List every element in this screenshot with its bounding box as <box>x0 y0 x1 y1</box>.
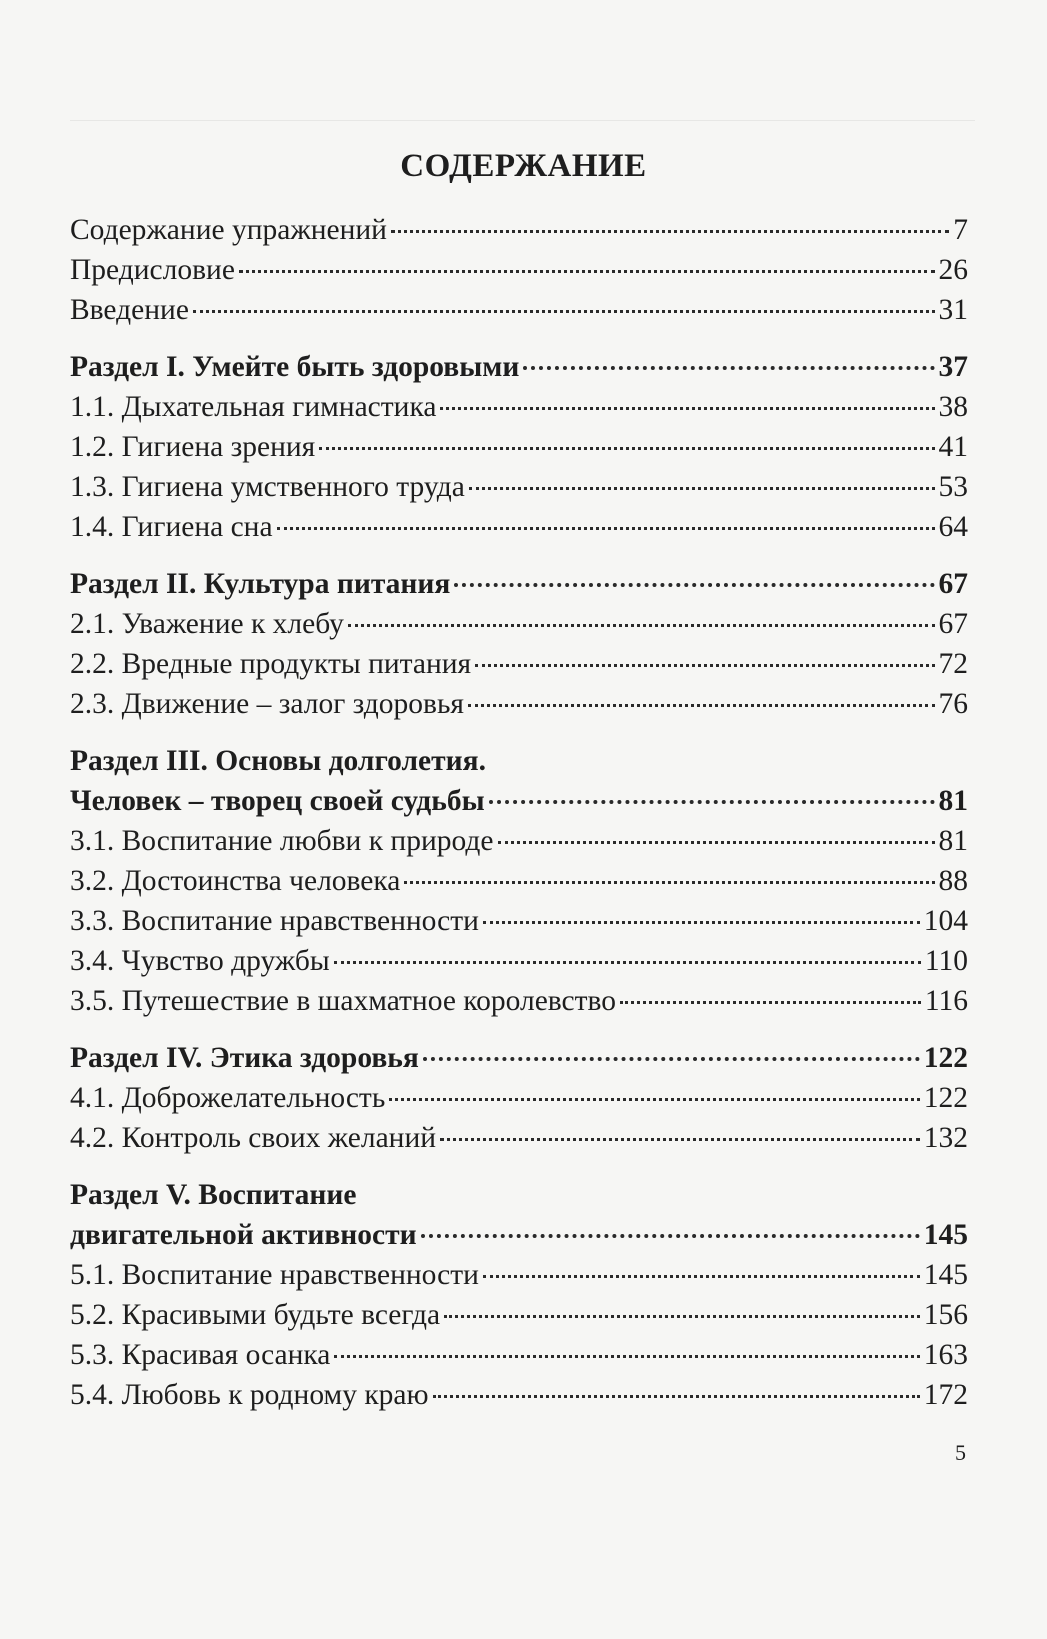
toc-entry-page: 37 <box>938 351 968 383</box>
toc-entry-page: 26 <box>938 254 968 286</box>
toc-entry-page: 122 <box>923 1082 968 1114</box>
dot-leader <box>440 1138 920 1141</box>
toc-title: СОДЕРЖАНИЕ <box>400 148 647 184</box>
toc-entry-page: 72 <box>938 648 968 680</box>
toc-entry-label: 5.1. Воспитание нравственности <box>70 1259 479 1291</box>
toc-entry <box>70 821 968 861</box>
page-number: 5 <box>955 1440 966 1465</box>
toc-section-heading <box>70 1175 968 1215</box>
toc-entry-label: 5.4. Любовь к родному краю <box>70 1379 429 1411</box>
dot-leader <box>469 487 935 490</box>
dot-leader <box>334 961 921 964</box>
dot-leader <box>498 841 935 844</box>
dot-leader <box>391 230 949 233</box>
toc-entry <box>70 981 968 1021</box>
toc-section-heading <box>70 741 968 781</box>
toc-entry-label: Человек – творец своей судьбы <box>70 785 485 817</box>
toc-entry <box>70 1295 968 1335</box>
table-of-contents <box>70 210 968 1415</box>
toc-section-heading <box>70 564 968 604</box>
toc-entry-label: 3.5. Путешествие в шахматное королевство <box>70 985 617 1017</box>
dot-leader <box>483 1275 920 1278</box>
dot-leader <box>483 921 920 924</box>
toc-entry-page: 67 <box>938 568 968 600</box>
toc-entry-label: 2.2. Вредные продукты питания <box>70 648 472 680</box>
dot-leader <box>523 366 934 370</box>
toc-entry-label: Предисловие <box>70 254 235 286</box>
toc-entry-page: 132 <box>923 1122 968 1154</box>
dot-leader <box>423 1057 920 1061</box>
toc-section-heading <box>70 1038 968 1078</box>
toc-entry <box>70 507 968 547</box>
toc-entry-page: 88 <box>938 865 968 897</box>
dot-leader <box>277 527 935 530</box>
toc-entry-label: 2.1. Уважение к хлебу <box>70 608 344 640</box>
toc-entry-label: 4.1. Доброжелательность <box>70 1082 386 1114</box>
dot-leader <box>319 447 934 450</box>
toc-entry-label: 5.2. Красивыми будьте всегда <box>70 1299 441 1331</box>
dot-leader <box>475 664 934 667</box>
toc-entry-page: 156 <box>923 1299 968 1331</box>
toc-entry-page: 110 <box>924 945 968 977</box>
toc-entry-page: 145 <box>923 1219 968 1251</box>
dot-leader <box>334 1355 919 1358</box>
toc-entry-label: Раздел III. Основы долголетия. <box>70 745 486 777</box>
toc-entry-page: 31 <box>938 294 968 326</box>
toc-entry-page: 67 <box>938 608 968 640</box>
toc-entry <box>70 1118 968 1158</box>
toc-entry <box>70 1375 968 1415</box>
toc-entry-page: 163 <box>923 1339 968 1371</box>
toc-entry-page: 122 <box>923 1042 968 1074</box>
toc-entry-label: 1.3. Гигиена умственного труда <box>70 471 465 503</box>
toc-entry-label: Раздел I. Умейте быть здоровыми <box>70 351 520 383</box>
toc-entry-label: Раздел IV. Этика здоровья <box>70 1042 419 1074</box>
toc-entry <box>70 1255 968 1295</box>
dot-leader <box>239 270 935 273</box>
toc-entry-label: 3.1. Воспитание любви к природе <box>70 825 494 857</box>
toc-section-heading-continued <box>70 1215 968 1255</box>
toc-entry <box>70 684 968 724</box>
dot-leader <box>454 583 934 587</box>
toc-entry-page: 76 <box>938 688 968 720</box>
toc-entry-label: 1.1. Дыхательная гимнастика <box>70 391 437 423</box>
toc-entry <box>70 861 968 901</box>
toc-entry <box>70 941 968 981</box>
toc-entry <box>70 387 968 427</box>
toc-entry-label: Содержание упражнений <box>70 214 387 246</box>
toc-entry-page: 145 <box>923 1259 968 1291</box>
toc-entry-label: Введение <box>70 294 189 326</box>
toc-entry-page: 81 <box>938 785 968 817</box>
toc-section-heading-continued <box>70 781 968 821</box>
toc-entry <box>70 1335 968 1375</box>
toc-entry <box>70 290 968 330</box>
toc-entry-page: 53 <box>938 471 968 503</box>
dot-leader <box>468 704 934 707</box>
toc-entry-page: 116 <box>924 985 968 1017</box>
toc-entry-page: 64 <box>938 511 968 543</box>
toc-entry-page: 172 <box>923 1379 968 1411</box>
toc-entry-label: 3.2. Достоинства человека <box>70 865 401 897</box>
toc-entry <box>70 901 968 941</box>
toc-entry-label: Раздел V. Воспитание <box>70 1179 357 1211</box>
toc-entry-label: 4.2. Контроль своих желаний <box>70 1122 437 1154</box>
toc-entry-label: двигательной активности <box>70 1219 417 1251</box>
toc-entry <box>70 604 968 644</box>
toc-entry-page: 7 <box>953 214 968 246</box>
dot-leader <box>404 881 934 884</box>
toc-entry-page: 41 <box>938 431 968 463</box>
toc-entry-label: 5.3. Красивая осанка <box>70 1339 331 1371</box>
bleed-through-rule <box>70 120 975 121</box>
toc-entry <box>70 467 968 507</box>
dot-leader <box>389 1098 919 1101</box>
dot-leader <box>489 800 935 804</box>
toc-entry-label: 1.2. Гигиена зрения <box>70 431 316 463</box>
dot-leader <box>348 624 935 627</box>
toc-section-heading <box>70 347 968 387</box>
toc-entry-label: Раздел II. Культура питания <box>70 568 451 600</box>
toc-entry-label: 2.3. Движение – залог здоровья <box>70 688 465 720</box>
toc-entry <box>70 210 968 250</box>
dot-leader <box>440 407 934 410</box>
toc-entry-label: 1.4. Гигиена сна <box>70 511 273 543</box>
dot-leader <box>421 1234 920 1238</box>
toc-entry-page: 104 <box>923 905 968 937</box>
toc-entry-page: 81 <box>938 825 968 857</box>
dot-leader <box>193 310 935 313</box>
toc-entry <box>70 644 968 684</box>
toc-entry-page: 38 <box>938 391 968 423</box>
toc-entry <box>70 250 968 290</box>
toc-entry-label: 3.4. Чувство дружбы <box>70 945 330 977</box>
toc-entry-label: 3.3. Воспитание нравственности <box>70 905 479 937</box>
dot-leader <box>433 1395 920 1398</box>
toc-entry <box>70 1078 968 1118</box>
dot-leader <box>620 1001 921 1004</box>
dot-leader <box>444 1315 920 1318</box>
toc-entry <box>70 427 968 467</box>
